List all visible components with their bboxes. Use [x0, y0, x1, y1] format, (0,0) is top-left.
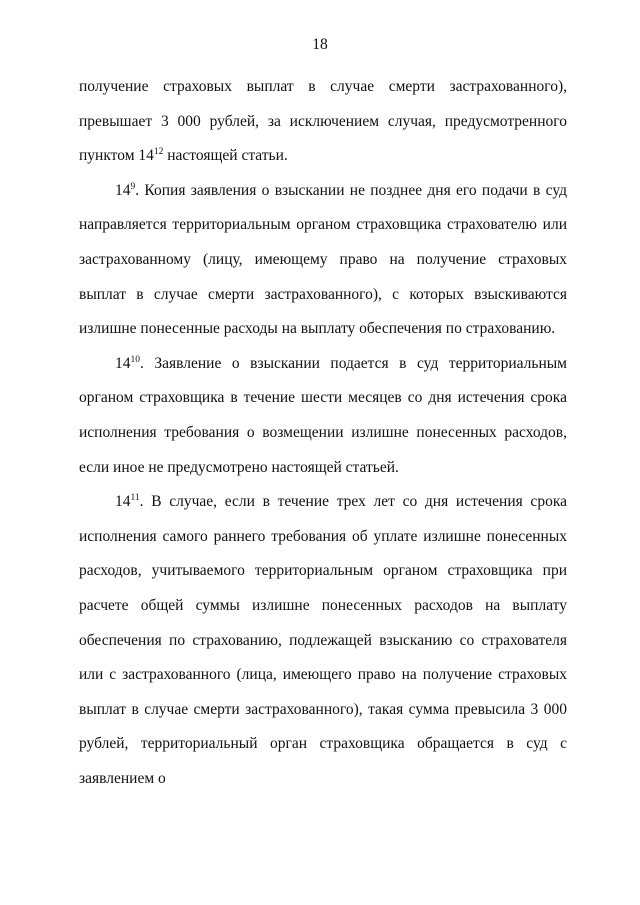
paragraph-text: . Заявление о взыскании подается в суд территориальным органом страховщика в течение шести месяцев со дня истечения срока исполнения требования о возмещении излишне понесенных расходов, если иное не предусмотрено настоящей статьей. [79, 354, 567, 476]
paragraph-14-9 [79, 174, 567, 347]
paragraph-text: . В случае, если в течение трех лет со дня истечения срока исполнения самого раннего требования об уплате излишне понесенных расходов, учитываемого территориальным органом страховщика при расчете общей суммы излишне понесенных расходов на выплату обеспечения по страхованию, подлежащей взысканию со страхователя или с застрахованного (лица, имеющего право на получение страховых выплат в случае смерти застрахованного), такая сумма превысила 3 000 рублей, территориальный орган страховщика обращается в суд с заявлением о [79, 493, 567, 787]
paragraph-14-11 [79, 485, 567, 796]
clause-superscript: 10 [130, 354, 140, 365]
paragraph-text: получение страховых выплат в случае смерти застрахованного), превышает 3 000 рублей, за исключением случая, предусмотренного пунктом 14 [79, 78, 567, 165]
clause-number: 14 [115, 181, 131, 199]
clause-number: 14 [115, 493, 131, 511]
paragraph-14-10 [79, 347, 567, 485]
clause-number: 14 [115, 354, 131, 372]
footnote-superscript: 12 [153, 147, 164, 158]
page-number: 18 [312, 36, 328, 53]
document-body [79, 70, 567, 796]
clause-superscript: 9 [130, 181, 136, 192]
paragraph-text: . Копия заявления о взыскании не позднее дня его подачи в суд направляется территориальным органом страховщика страхователю или застрахованному (лицу, имеющему право на получение страховых выплат в случае смерти застрахованного), с которых взыскиваются излишне понесенные расходы на выплату обеспечения по страхованию. [79, 181, 567, 338]
paragraph-continuation [79, 70, 567, 174]
clause-superscript: 11 [130, 493, 140, 504]
paragraph-text-tail: настоящей статьи. [163, 147, 288, 165]
